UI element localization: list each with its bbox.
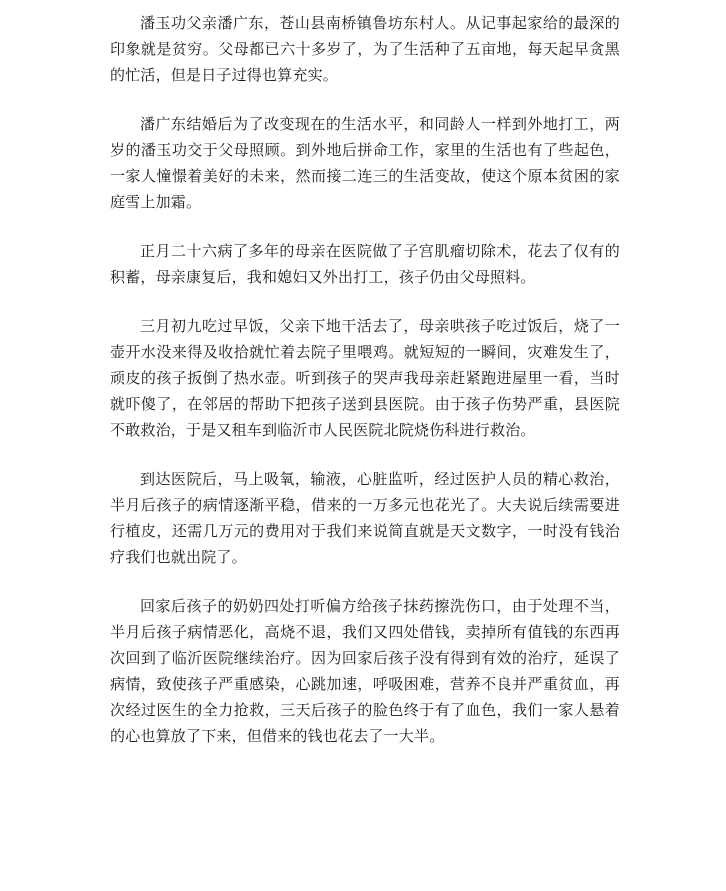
- paragraph-6: 回家后孩子的奶奶四处打听偏方给孩子抹药擦洗伤口，由于处理不当，半月后孩子病情恶化，高烧不退，我们又四处借钱，卖掉所有值钱的东西再次回到了临沂医院继续治疗。因为回家后孩子没有得到有效的治疗，延误了病情，致使孩子严重感染，心跳加速，呼吸困难，营养不良并严重贫血，再次经过医生的全力抢救，三天后孩子的脸色终于有了血色，我们一家人悬着的心也算放了下来，但借来的钱也花去了一大半。: [110, 597, 620, 745]
- paragraph-5: 到达医院后，马上吸氧，输液，心脏监听，经过医护人员的精心救治，半月后孩子的病情逐渐平稳，借来的一万多元也花光了。大夫说后续需要进行植皮，还需几万元的费用对于我们来说简直就是天文数字，一时没有钱治疗我们也就出院了。: [110, 470, 620, 566]
- paragraph-4: 三月初九吃过早饭，父亲下地干活去了，母亲哄孩子吃过饭后，烧了一壶开水没来得及收拾就忙着去院子里喂鸡。就短短的一瞬间，灾难发生了，顽皮的孩子扳倒了热水壶。听到孩子的哭声我母亲赶紧跑进屋里一看，当时就吓傻了，在邻居的帮助下把孩子送到县医院。由于孩子伤势严重，县医院不敢救治，于是又租车到临沂市人民医院北院烧伤科进行救治。: [110, 317, 620, 439]
- paragraph-3: 正月二十六病了多年的母亲在医院做了子宫肌瘤切除术，花去了仅有的积蓄，母亲康复后，我和媳妇又外出打工，孩子仍由父母照料。: [110, 242, 620, 286]
- paragraph-1: 潘玉功父亲潘广东，苍山县南桥镇鲁坊东村人。从记事起家给的最深的印象就是贫穷。父母都已六十多岁了，为了生活种了五亩地，每天起早贪黑的忙活，但是日子过得也算充实。: [110, 14, 620, 84]
- paragraph-2: 潘广东结婚后为了改变现在的生活水平，和同龄人一样到外地打工，两岁的潘玉功交于父母照顾。到外地后拼命工作，家里的生活也有了些起色，一家人憧憬着美好的未来，然而接二连三的生活变故，使这个原本贫困的家庭雪上加霜。: [110, 115, 620, 211]
- article-body: [110, 0, 620, 749]
